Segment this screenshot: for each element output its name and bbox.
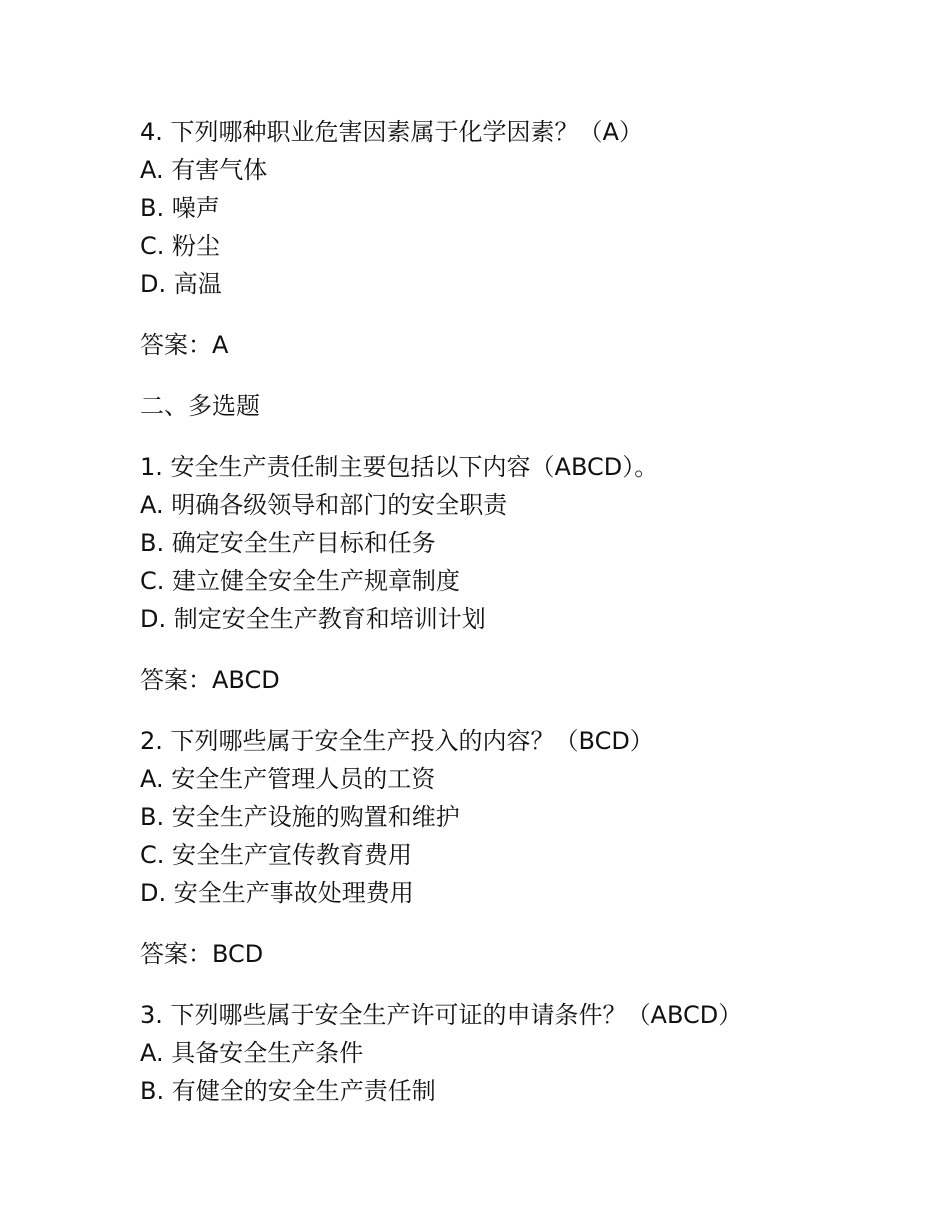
mc-question-2-option-a: A. 安全生产管理人员的工资 xyxy=(140,765,436,793)
mc-question-2-text: 2. 下列哪些属于安全生产投入的内容？（BCD） xyxy=(140,727,654,755)
document-content xyxy=(140,113,900,1110)
mc-question-1-option-c: C. 建立健全安全生产规章制度 xyxy=(140,567,461,595)
mc-question-1-answer: 答案：ABCD xyxy=(140,666,280,694)
spacer xyxy=(140,638,900,661)
mc-question-1-text: 1. 安全生产责任制主要包括以下内容（ABCD）。 xyxy=(140,453,659,481)
spacer xyxy=(140,699,900,722)
mc-question-1-option-b: B. 确定安全生产目标和任务 xyxy=(140,529,436,557)
question-4-text: 4. 下列哪种职业危害因素属于化学因素？（A） xyxy=(140,118,643,146)
mc-question-2-answer: 答案：BCD xyxy=(140,940,264,968)
spacer xyxy=(140,303,900,326)
spacer xyxy=(140,425,900,448)
mc-question-3-text: 3. 下列哪些属于安全生产许可证的申请条件？（ABCD） xyxy=(140,1001,743,1029)
mc-question-3-option-a: A. 具备安全生产条件 xyxy=(140,1039,364,1067)
question-4-option-c: C. 粉尘 xyxy=(140,232,221,260)
mc-question-2-option-d: D. 安全生产事故处理费用 xyxy=(140,879,414,907)
question-4-option-d: D. 高温 xyxy=(140,270,222,298)
question-4-answer: 答案：A xyxy=(140,331,229,359)
section-title-multiple-choice: 二、多选题 xyxy=(140,392,260,420)
question-4-option-b: B. 噪声 xyxy=(140,194,220,222)
mc-question-1-option-d: D. 制定安全生产教育和培训计划 xyxy=(140,605,486,633)
mc-question-2-option-c: C. 安全生产宣传教育费用 xyxy=(140,841,413,869)
mc-question-1-option-a: A. 明确各级领导和部门的安全职责 xyxy=(140,491,508,519)
spacer xyxy=(140,912,900,935)
spacer xyxy=(140,973,900,996)
question-4-option-a: A. 有害气体 xyxy=(140,156,268,184)
mc-question-3-option-b: B. 有健全的安全生产责任制 xyxy=(140,1077,436,1105)
mc-question-2-option-b: B. 安全生产设施的购置和维护 xyxy=(140,803,460,831)
spacer xyxy=(140,364,900,387)
